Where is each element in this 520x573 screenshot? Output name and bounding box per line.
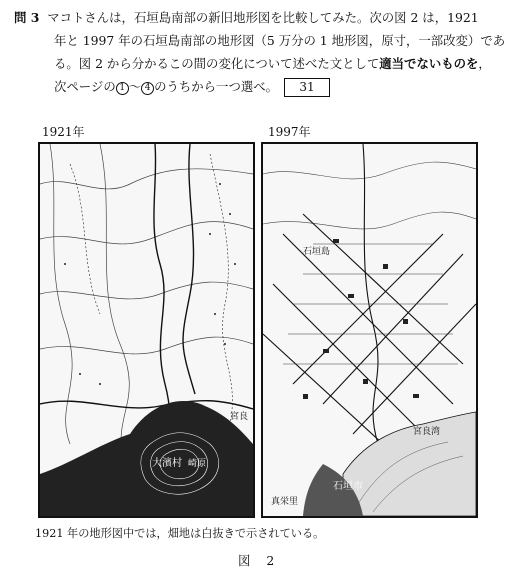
map-1921-drawing [40, 144, 253, 516]
year-label-1997: 1997年 [268, 125, 311, 139]
question-line-2: 年と 1997 年の石垣島南部の地形図（5 万分の 1 地形図，原寸，一部改変）であ [54, 33, 506, 48]
answer-box[interactable]: 31 [284, 78, 330, 97]
map-1921-village-label: 大濱村 [152, 458, 182, 469]
question-text-1: マコトさんは，石垣島南部の新旧地形図を比較してみた。次の図 2 は，1921 [47, 10, 479, 25]
map-1997-coast-label: 真栄里 [271, 497, 299, 507]
figure-caption: 1921 年の地形図中では，畑地は白抜きで示されている。 [35, 527, 325, 540]
map-1997-bay-label: 宮良湾 [413, 427, 441, 437]
figure-label: 図 2 [238, 553, 281, 568]
question-line-4 [14, 75, 514, 98]
question-line-1 [14, 6, 514, 29]
map-1921 [38, 142, 255, 518]
question-number: 問 3 [14, 10, 40, 25]
choice-circle-last: 4 [141, 82, 154, 95]
year-label-1921: 1921年 [42, 125, 85, 139]
map-1921-coast-label: 崎原 [188, 459, 207, 469]
question-text-3: る。図 2 から分かるこの間の変化について述べた文として [54, 56, 380, 71]
emphasis-text: 適当でないものを [379, 56, 479, 71]
map-1921-district-label: 宮良 [230, 412, 249, 422]
question-text-3-end: ， [478, 56, 491, 71]
question-text-4a: 次ページの [54, 79, 116, 94]
tilde: 〜 [128, 79, 142, 94]
choice-circle-first: 1 [116, 82, 129, 95]
question-block [14, 6, 514, 98]
map-1997-town-label: 石垣市 [333, 481, 363, 492]
map-1997 [261, 142, 478, 518]
question-text-4b: のうちから一つ選べ。 [154, 79, 279, 94]
map-1997-school-label: 石垣島 [303, 247, 331, 257]
map-1997-drawing [263, 144, 476, 516]
question-line-3 [14, 52, 514, 75]
